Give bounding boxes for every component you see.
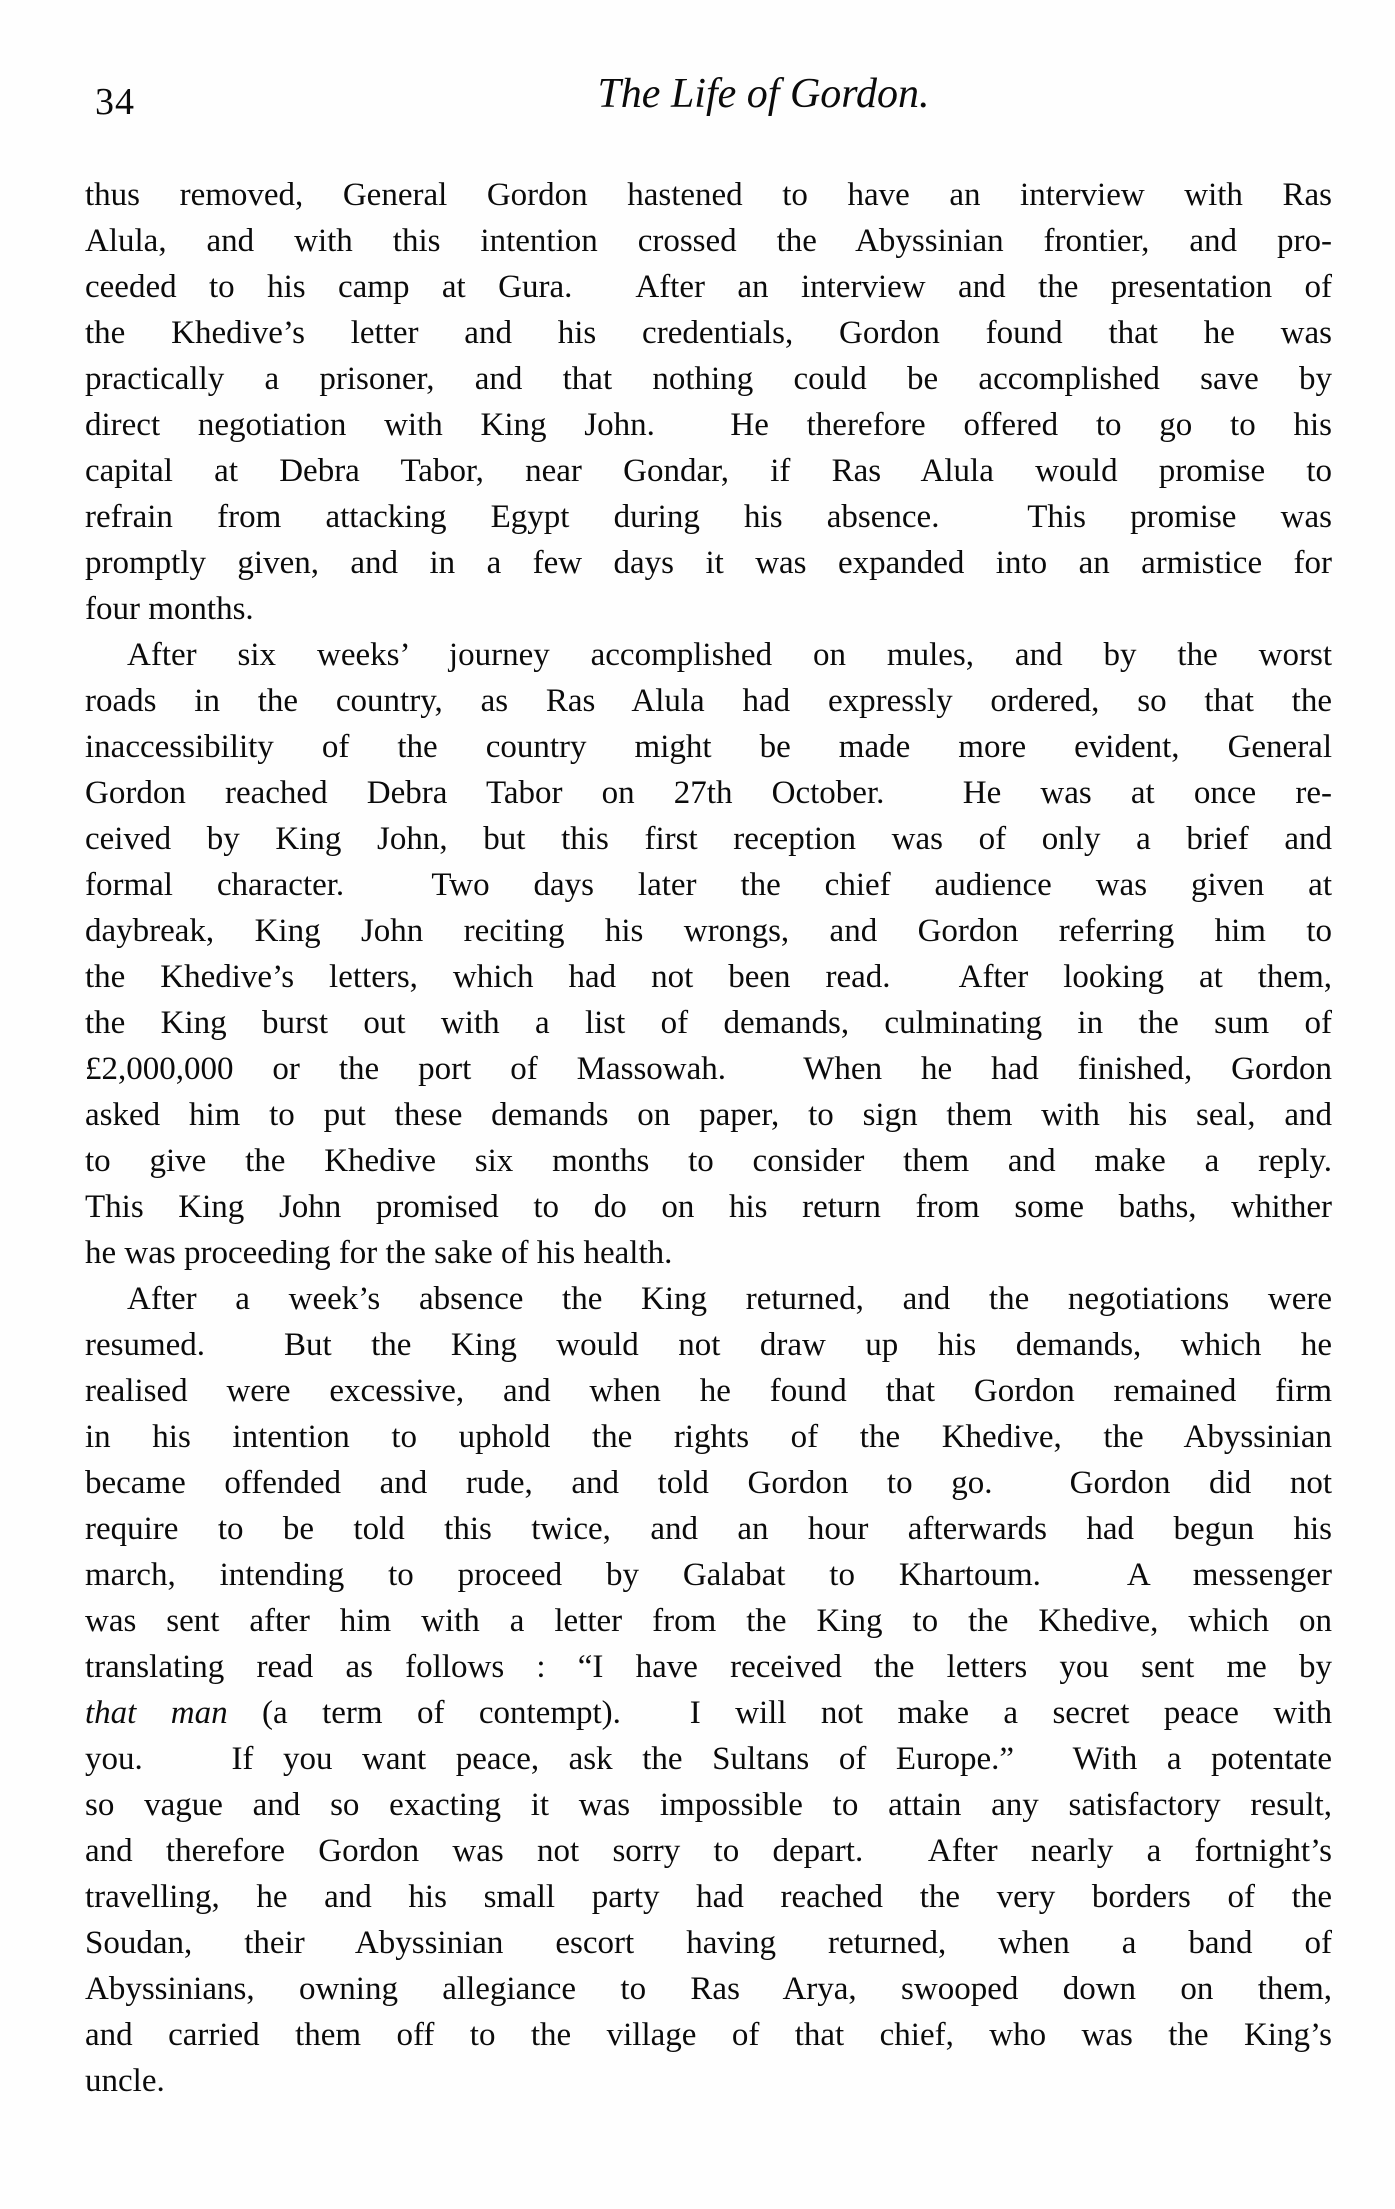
text-segment: Soudan, their Abyssinian escort having returned, when a band of	[85, 1925, 1332, 1961]
text-line	[85, 356, 1332, 402]
text-line	[85, 1552, 1332, 1598]
text-line	[85, 1368, 1332, 1414]
text-segment: to give the Khedive six months to consider them and make a reply.	[85, 1143, 1332, 1179]
text-line	[85, 402, 1332, 448]
text-line	[85, 678, 1332, 724]
text-line	[85, 1184, 1332, 1230]
text-line	[85, 1414, 1332, 1460]
text-segment: so vague and so exacting it was impossible to attain any satisfactory result,	[85, 1787, 1332, 1823]
text-segment: require to be told this twice, and an hour afterwards had begun his	[85, 1511, 1332, 1547]
running-title: The Life of Gordon.	[597, 71, 930, 117]
text-line	[85, 816, 1332, 862]
text-segment: ceeded to his camp at Gura. After an interview and the presentation of	[85, 269, 1332, 305]
paragraph	[85, 632, 1332, 1276]
page-header	[0, 70, 1395, 128]
text-line	[85, 586, 1332, 632]
text-segment: Alula, and with this intention crossed the Abyssinian frontier, and pro-	[85, 223, 1332, 259]
text-segment: £2,000,000 or the port of Massowah. When he had finished, Gordon	[85, 1051, 1332, 1087]
paragraph	[85, 1276, 1332, 2104]
text-line	[85, 1046, 1332, 1092]
text-line	[85, 632, 1332, 678]
text-segment: asked him to put these demands on paper, to sign them with his seal, and	[85, 1097, 1332, 1133]
text-line	[85, 2058, 1332, 2104]
text-line	[85, 1690, 1332, 1736]
text-line	[85, 2012, 1332, 2058]
text-line	[85, 1966, 1332, 2012]
text-segment: the King burst out with a list of demands, culminating in the sum of	[85, 1005, 1332, 1041]
text-line	[85, 1782, 1332, 1828]
text-segment: and carried them off to the village of that chief, who was the King’s	[85, 2017, 1332, 2053]
text-line	[85, 1874, 1332, 1920]
text-line	[85, 218, 1332, 264]
text-segment: daybreak, King John reciting his wrongs, and Gordon referring him to	[85, 913, 1332, 949]
text-segment: refrain from attacking Egypt during his absence. This promise was	[85, 499, 1332, 535]
text-segment: march, intending to proceed by Galabat to Khartoum. A messenger	[85, 1557, 1332, 1593]
text-line	[85, 862, 1332, 908]
text-segment: translating read as follows : “I have received the letters you sent me by	[85, 1649, 1332, 1685]
text-segment: thus removed, General Gordon hastened to have an interview with Ras	[85, 177, 1332, 213]
text-line	[85, 1828, 1332, 1874]
text-segment: Gordon reached Debra Tabor on 27th October. He was at once re-	[85, 775, 1332, 811]
text-segment: uncle.	[85, 2063, 165, 2099]
text-segment: capital at Debra Tabor, near Gondar, if Ras Alula would promise to	[85, 453, 1332, 489]
text-segment: After a week’s absence the King returned, and the negotiations were	[127, 1281, 1332, 1317]
text-segment: After six weeks’ journey accomplished on mules, and by the worst	[127, 637, 1332, 673]
text-line	[85, 770, 1332, 816]
text-line	[85, 1506, 1332, 1552]
text-line	[85, 494, 1332, 540]
text-line	[85, 264, 1332, 310]
text-line	[85, 1598, 1332, 1644]
text-segment: Abyssinians, owning allegiance to Ras Arya, swooped down on them,	[85, 1971, 1332, 2007]
paragraph	[85, 172, 1332, 632]
text-segment: promptly given, and in a few days it was expanded into an armistice for	[85, 545, 1332, 581]
text-line	[85, 448, 1332, 494]
text-line	[85, 1092, 1332, 1138]
text-segment: resumed. But the King would not draw up his demands, which he	[85, 1327, 1332, 1363]
text-segment: travelling, he and his small party had reached the very borders of the	[85, 1879, 1332, 1915]
text-line	[85, 1920, 1332, 1966]
text-segment: direct negotiation with King John. He therefore offered to go to his	[85, 407, 1332, 443]
text-segment: This King John promised to do on his return from some baths, whither	[85, 1189, 1332, 1225]
text-line	[85, 1000, 1332, 1046]
text-line	[85, 954, 1332, 1000]
text-segment: and therefore Gordon was not sorry to depart. After nearly a fortnight’s	[85, 1833, 1332, 1869]
text-line	[85, 1276, 1332, 1322]
text-line	[85, 724, 1332, 770]
text-segment: was sent after him with a letter from the King to the Khedive, which on	[85, 1603, 1332, 1639]
text-segment: realised were excessive, and when he found that Gordon remained firm	[85, 1373, 1332, 1409]
text-segment: inaccessibility of the country might be made more evident, General	[85, 729, 1332, 765]
italic-text: that man	[85, 1695, 228, 1731]
text-segment: the Khedive’s letters, which had not been read. After looking at them,	[85, 959, 1332, 995]
text-line	[85, 540, 1332, 586]
text-line	[85, 1736, 1332, 1782]
text-line	[85, 310, 1332, 356]
page-body	[85, 172, 1332, 2104]
text-line	[85, 1230, 1332, 1276]
text-line	[85, 1460, 1332, 1506]
text-line	[85, 172, 1332, 218]
text-segment: in his intention to uphold the rights of the Khedive, the Abyssinian	[85, 1419, 1332, 1455]
text-segment: formal character. Two days later the chief audience was given at	[85, 867, 1332, 903]
text-segment: practically a prisoner, and that nothing could be accomplished save by	[85, 361, 1332, 397]
text-line	[85, 1138, 1332, 1184]
text-segment: he was proceeding for the sake of his health.	[85, 1235, 673, 1271]
text-segment: ceived by King John, but this first reception was of only a brief and	[85, 821, 1332, 857]
text-segment: you. If you want peace, ask the Sultans of Europe.” With a potentate	[85, 1741, 1332, 1777]
text-line	[85, 1322, 1332, 1368]
text-segment: the Khedive’s letter and his credentials, Gordon found that he was	[85, 315, 1332, 351]
text-segment: four months.	[85, 591, 254, 627]
text-line	[85, 1644, 1332, 1690]
text-segment: became offended and rude, and told Gordon to go. Gordon did not	[85, 1465, 1332, 1501]
text-segment: roads in the country, as Ras Alula had expressly ordered, so that the	[85, 683, 1332, 719]
page-number: 34	[95, 81, 135, 123]
text-line	[85, 908, 1332, 954]
text-segment: (a term of contempt). I will not make a secret peace with	[227, 1695, 1332, 1731]
